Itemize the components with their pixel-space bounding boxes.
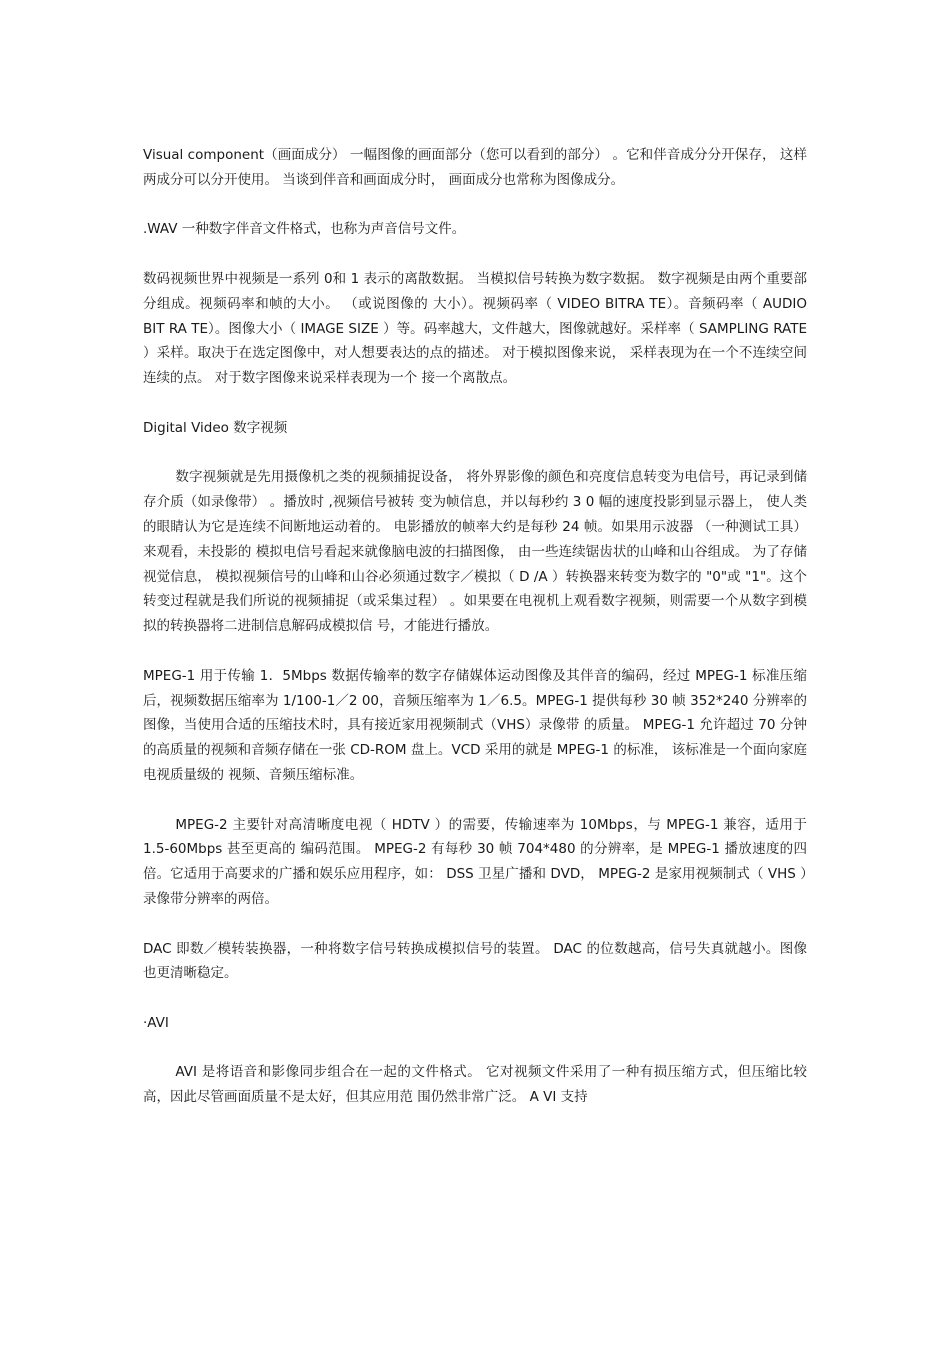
paragraph-digital-video-world: 数码视频世界中视频是一系列 0和 1 表示的离散数据。 当模拟信号转换为数字数据。 数字视频是由两个重要部分组成。视频码率和帧的大小。 （或说图像的 大小）。视频码率（ VIDEO BITRA TE）。音频码率（ AUDIO BIT RA TE）。图像大小（ IMAGE SIZE ）等。码率越大，文件越大，图像就越好。采样率（ SAMPLING RATE ）采样。取决于在选定图像中，对人想要表达的点的描述。 对于模拟图像来说， 采样表现为在一个不连续空间连续的点。 对于数字图像来说采样表现为一个 接一个离散点。 — [143, 270, 807, 387]
section-heading-digital-video: Digital Video 数字视频 — [143, 419, 288, 436]
paragraph-dac: DAC 即数／模转装换器，一种将数字信号转换成模拟信号的装置。 DAC 的位数越高，信号失真就越小。图像也更清晰稳定。 — [143, 940, 807, 982]
document-body — [143, 143, 807, 1135]
paragraph-avi: AVI 是将语音和影像同步组合在一起的文件格式。 它对视频文件采用了一种有损压缩方式，但压缩比较高，因此尽管画面质量不是太好，但其应用范 围仍然非常广泛。 A VI 支持 — [143, 1064, 807, 1106]
paragraph-digital-video-definition: 数字视频就是先用摄像机之类的视频捕捉设备， 将外界影像的颜色和亮度信息转变为电信号，再记录到储存介质（如录像带） 。播放时 ,视频信号被转 变为帧信息，并以每秒约 3 0 幅的速度投影到显示器上， 使人类的眼睛认为它是连续不间断地运动着的。 电影播放的帧率大约是每秒 24 帧。如果用示波器 （一种测试工具） 来观看，未投影的 模拟电信号看起来就像脑电波的扫描图像， 由一些连续锯齿状的山峰和山谷组成。 为了存储视觉信息， 模拟视频信号的山峰和山谷必须通过数字／模拟（ D /A ）转换器来转变为数字的 "0"或 "1"。这个转变过程就是我们所说的视频捕捉（或采集过程） 。如果要在电视机上观看数字视频，则需要一个从数字到模拟的转换器将二进制信息解码成模拟信 号，才能进行播放。 — [143, 469, 807, 635]
paragraph-mpeg2: MPEG-2 主要针对高清晰度电视（ HDTV ）的需要，传输速率为 10Mbps，与 MPEG-1 兼容，适用于 1.5-60Mbps 甚至更高的 编码范围。 MPEG-2 有每秒 30 帧 704*480 的分辨率，是 MPEG-1 播放速度的四倍。它适用于高要求的广播和娱乐应用程序，如： DSS 卫星广播和 DVD， MPEG-2 是家用视频制式（ VHS ）录像带分辨率的两倍。 — [143, 816, 807, 907]
paragraph-wav: .WAV 一种数字伴音文件格式，也称为声音信号文件。 — [143, 221, 466, 238]
section-heading-avi: ·AVI — [143, 1014, 169, 1031]
paragraph-mpeg1: MPEG-1 用于传输 1．5Mbps 数据传输率的数字存储媒体运动图像及其伴音的编码，经过 MPEG-1 标准压缩后，视频数据压缩率为 1/100-1／2 00，音频压缩率为 1／6.5。MPEG-1 提供每秒 30 帧 352*240 分辨率的图像，当使用合适的压缩技术时，具有接近家用视频制式（VHS）录像带 的质量。 MPEG-1 允许超过 70 分钟的高质量的视频和音频存储在一张 CD-ROM 盘上。VCD 采用的就是 MPEG-1 的标准， 该标准是一个面向家庭电视质量级的 视频、音频压缩标准。 — [143, 667, 807, 783]
paragraph-visual-component: Visual component（画面成分） 一幅图像的画面部分（您可以看到的部分） 。它和伴音成分分开保存， 这样两成分可以分开使用。 当谈到伴音和画面成分时， 画面成分也常称为图像成分。 — [143, 147, 807, 188]
